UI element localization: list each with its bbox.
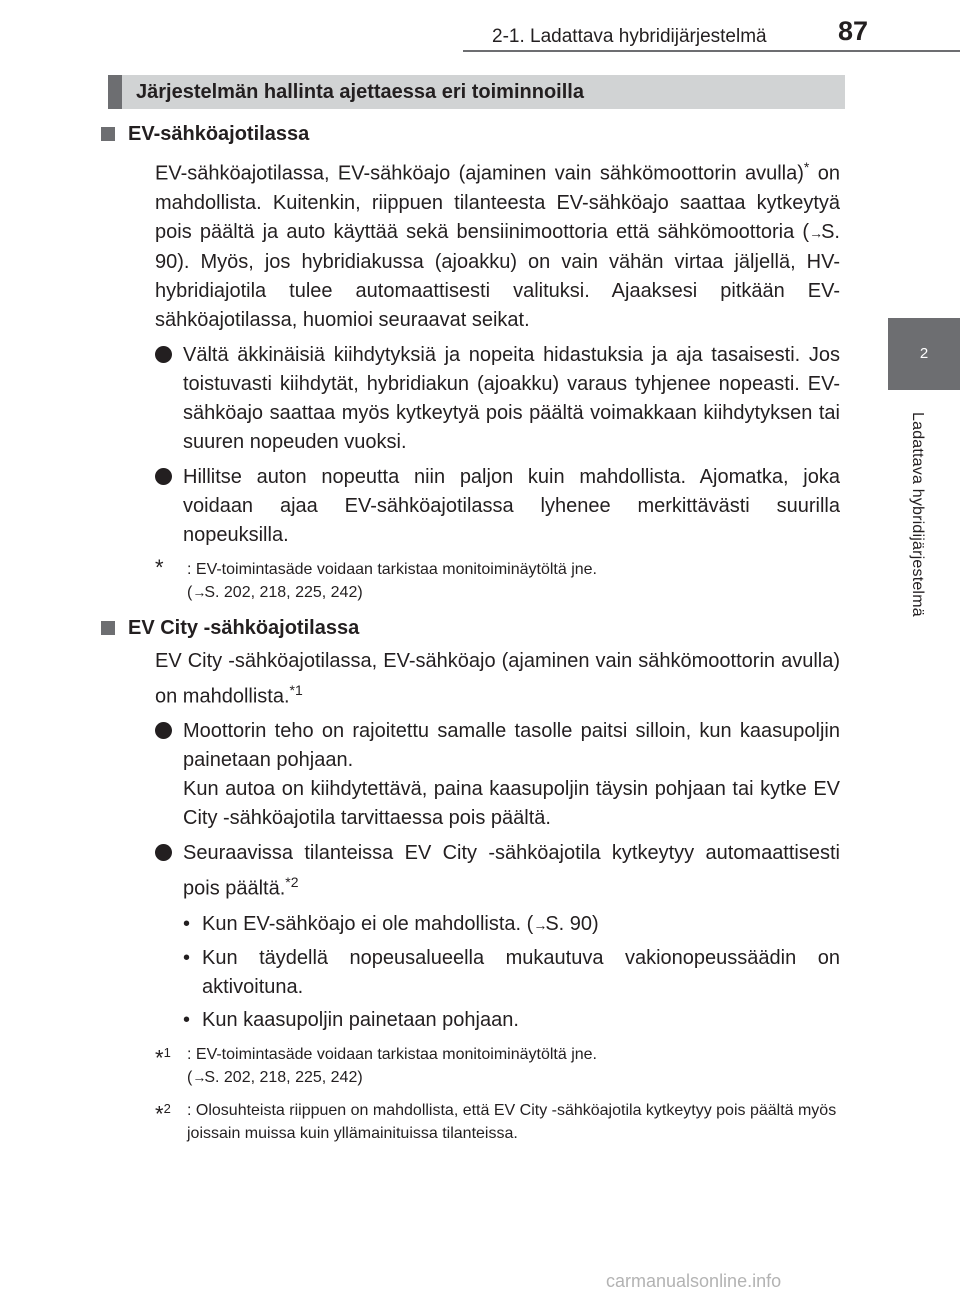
sub-list-item: • Kun EV-sähköajo ei ole mahdollista. (→S. 90) (183, 912, 599, 935)
page-content (128, 120, 840, 1155)
asterisk-icon: * (803, 159, 810, 175)
ev-city-paragraph: EV City -sähköajotilassa, EV-sähköajo (ajaminen vain sähkömoottorin avulla) on mahdollista.$^{*1}$ (155, 649, 840, 708)
bullet-dot-icon (155, 722, 172, 739)
square-bullet-icon (101, 621, 115, 635)
list-item: Hillitse auton nopeutta niin paljon kuin mahdollista. Ajomatka, joka voidaan ajaa EV-sähköajotilassa lyhenee merkittävästi suurilla nopeuksilla. (183, 463, 840, 550)
bullet-dot-icon (155, 346, 172, 363)
section-title: Järjestelmän hallinta ajettaessa eri toiminnoilla (136, 81, 584, 103)
page-reference-link[interactable]: S. 90 (155, 220, 840, 273)
ev-mode-heading: EV-sähköajotilassa (101, 120, 813, 149)
list-item: Moottorin teho on rajoitettu samalle tasolle paitsi silloin, kun kaasupoljin painetaan pohjaan. Kun autoa on kiihdytettävä, paina kaasupoljin täysin pohjaan tai kytke EV City -sähköajotila tarvittaessa pois päältä. (183, 717, 840, 833)
asterisk-icon: *$^2$ (155, 1100, 171, 1127)
asterisk-icon: * (155, 554, 164, 580)
page-reference-link[interactable]: S. 202, 218, 225, 242 (204, 583, 358, 601)
arrow-right-icon: → (533, 916, 546, 933)
bullet-dot-icon (155, 468, 172, 485)
header-rule (463, 50, 960, 52)
asterisk-icon: *$^1$ (155, 1044, 171, 1071)
list-item: Seuraavissa tilanteissa EV City -sähköajotila kytkeytyy automaattisesti pois päältä.$^{*2}$ (183, 839, 840, 904)
ev-city-heading: EV City -sähköajotilassa (101, 614, 813, 643)
page-number: 87 (838, 16, 869, 46)
arrow-right-icon: → (809, 224, 822, 241)
asterisk-icon: *1 (289, 681, 303, 698)
sub-list-item: • Kun kaasupoljin painetaan pohjaan. (183, 1008, 519, 1031)
sub-list-item: • Kun täydellä nopeusalueella mukautuva vakionopeussäädin on aktivoituna. (183, 946, 840, 998)
asterisk-icon: *2 (285, 874, 299, 891)
section-title-bar (108, 75, 845, 109)
page-reference-link[interactable]: S. 90 (545, 912, 593, 935)
square-bullet-icon (101, 127, 115, 141)
list-item: Vältä äkkinäisiä kiihdytyksiä ja nopeita hidastuksia ja aja tasaisesti. Jos toistuvasti kiihdytät, hybridiakun (ajoakku) varaus tyhjenee nopeasti. EV-sähköajo saattaa myös kytkeytyä pois päältä voimakkaan kiihdytyksen tai suuren nopeuden vuoksi. (183, 341, 840, 457)
watermark: carmanualsonline.info (606, 1271, 782, 1291)
bullet-dot-icon (155, 844, 172, 861)
footnote: *$^1$ : EV-toimintasäde voidaan tarkistaa monitoiminäytöltä jne. (→S. 202, 218, 225, 242) (155, 1043, 840, 1089)
arrow-right-icon: → (192, 583, 205, 600)
footnote: *$^2$ : Olosuhteista riippuen on mahdollista, että EV City -sähköajotila kytkeytyy pois päältä myös joissain muissa kuin yllämainituissa tilanteissa. (155, 1099, 840, 1145)
footnote: * : EV-toimintasäde voidaan tarkistaa monitoiminäytöltä jne. (→S. 202, 218, 225, 242) (155, 554, 597, 601)
arrow-right-icon: → (192, 1068, 205, 1085)
chapter-tab-label: Ladattava hybridijärjestelmä (909, 412, 926, 617)
chapter-tab[interactable]: 2 (888, 318, 960, 390)
chapter-title: 2-1. Ladattava hybridijärjestelmä (492, 26, 767, 47)
ev-mode-paragraph: EV-sähköajotilassa, EV-sähköajo (ajaminen vain sähkömoottorin avulla)* on mahdollista. Kuitenkin, riippuen tilanteesta EV-sähköajo saattaa kytkeytyä pois päältä ja auto käyttää sekä bensiinimoottoria että sähkömoottoria (→S. 90). Myös, jos hybridiakussa (ajoakku) on vain vähän virtaa jäljellä, HV-hybridiajotila tulee automaattisesti valituksi. Ajaaksesi pitkään EV-sähköajotilassa, huomioi seuraavat seikat. (155, 159, 840, 331)
page-reference-link[interactable]: S. 202, 218, 225, 242 (204, 1068, 358, 1086)
